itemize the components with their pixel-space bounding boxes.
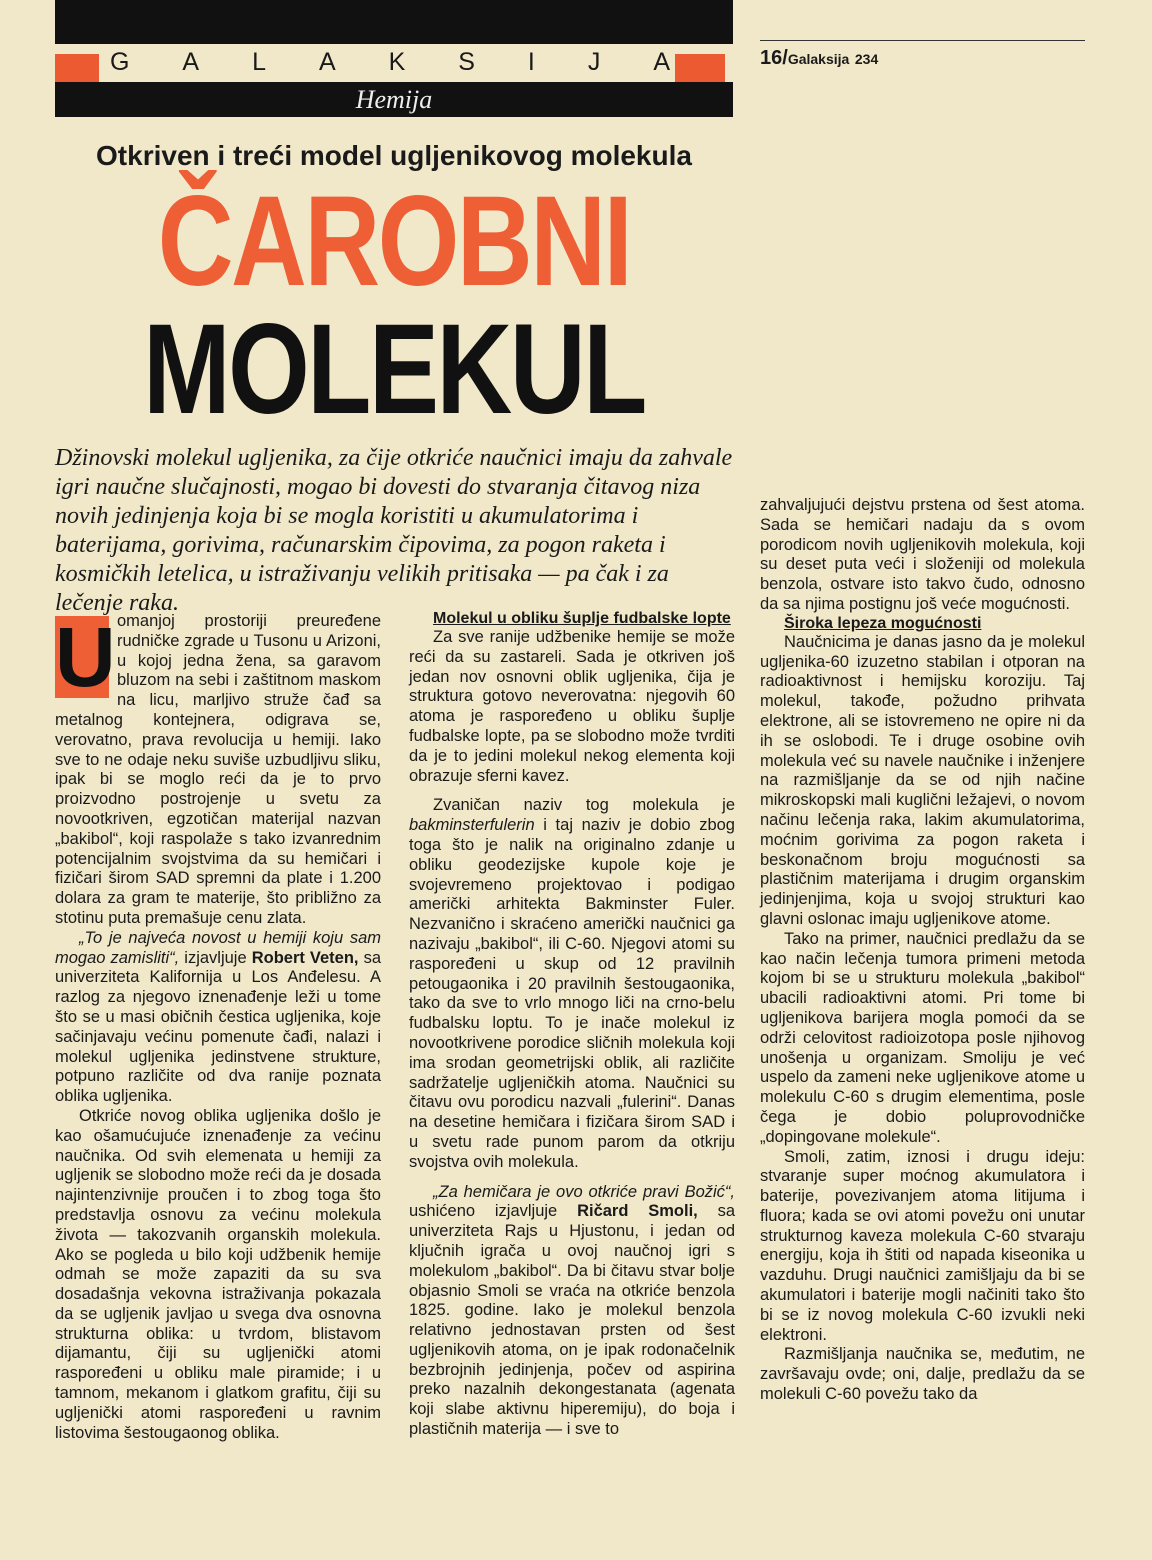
paragraph-text: izjavljuje xyxy=(179,948,252,967)
masthead-title xyxy=(110,48,670,77)
paragraph-text: ushićeno izjavljuje xyxy=(409,1202,578,1221)
paragraph-text: Zvaničan naziv tog molekula je xyxy=(433,796,735,815)
paragraph: Tako na primer, naučnici predlažu da se kao način lečenja tumora primeni metoda kojom bi se u strukturu molekula „bakibol“ ubacili radioaktivni atomi. Pri tome bi ugljenikova barijera mogla pomoći da se održi celovitost radioizotopa posle njihovog unošenja u organizam. Smoliju je već uspelo da zameni neke ugljenikove atome u molekulu C-60 s drugim elementima, posle čega je dobio poluprovodničke „dopingovane molekule“. xyxy=(760,929,1085,1146)
drop-cap: U xyxy=(55,610,116,704)
subheading: Široka lepeza mogućnosti xyxy=(784,614,982,632)
masthead-letter: A xyxy=(318,48,336,76)
paragraph xyxy=(409,1183,735,1440)
paragraph xyxy=(409,796,735,1172)
person-name: Robert Veten, xyxy=(251,948,359,967)
paragraph: Naučnicima je danas jasno da je molekul ugljenika-60 izuzetno stabilan i otporan na radioaktivnost i hemijsku koroziju. Taj molekul, takođe, požudno prihvata elektrone, ali se istovremeno ne opire ni da ih se oslobodi. Te i druge osobine ovih molekula već su navele naučnike i inženjere na razmišljanje da se od njih načine mikroskopski mali kuglični ležajevi, o novom načinu lečenja raka, lakim akumulatorima, moćnim gorivima za pogon raketa i beskonačnom broju mogućnosti sa plastičnim materijama i drugim organskim jedinjenjima, koja u svojoj strukturi kao glavni oslonac imaju ugljenikove atome. xyxy=(760,632,1085,928)
masthead-letter: A xyxy=(653,48,670,76)
masthead-red-block-right xyxy=(675,54,725,84)
column-1 xyxy=(55,612,381,1443)
masthead-letter: A xyxy=(182,48,200,76)
paragraph xyxy=(55,929,381,1107)
headline-line-2: MOLEKUL xyxy=(143,298,645,441)
column-2 xyxy=(409,610,735,1440)
paragraph-text: sa univerziteta Rajs u Hjustonu, i jedan od ključnih igrača u ovoj naučnoj igri s molekulom „bakibol“. Da bi čitavu stvar bolje objasnio Smoli se vraća na otkriće benzola 1825. godine. Iako je molekul benzola relativno jednostavan prsten od šest ugljenikovih atoma, on je ipak rodonačelnik bezbrojnih jedinjenja, počev od aspirina preko nazalnih dekongestanata (agenata koji slabe aktivnu hiperemiju), do boja i plastičnih materija — i sve to xyxy=(409,1202,735,1439)
headline-line-1: ČAROBNI xyxy=(157,170,631,313)
folio xyxy=(760,47,878,70)
masthead-black-bar xyxy=(55,0,733,44)
masthead-red-block-left xyxy=(55,54,99,84)
article-lead: Džinovski molekul ugljenika, za čije otkriće naučnici imaju da zahvale igri naučne slučajnosti, mogao bi dovesti do stvaranja čitavog niza novih jedinjenja koja bi se mogla koristiti u akumulatorima i baterijama, gorivima, računarskim čipovima, za pogon raketa i kosmičkih letelica, u istraživanju velikih pritisaka — pa čak i za lečenje raka. xyxy=(55,445,733,616)
term: bakminsterfulerin xyxy=(409,816,535,835)
paragraph xyxy=(55,612,381,929)
paragraph: Smoli, zatim, iznosi i drugu ideju: stvaranje super moćnog akumulatora i baterije, povezivanjem atoma litijuma i fluora; kada se ovi atomi povežu oni unutar strukturnog kaveza molekula C-60 stvaraju energiju, koja ih štiti od napada kiseonika u vazduhu. Drugi naučnici zamišljaju da bi se akumulatori i baterije mogli načiniti tako što bi se iz novog molekula C-60 izvukli neki elektroni. xyxy=(760,1147,1085,1344)
article-kicker: Otkriven i treći model ugljenikovog molekula xyxy=(96,140,692,171)
paragraph-text: i taj naziv je dobio zbog toga što je nalik na originalno zdanje u obliku geodezijske kupole koje je svojevremeno projektovao i podigao američki arhitekta Bakminster Fuler. Nezvanično i skraćeno američki naučnici ga nazivaju „bakibol“, ili C-60. Njegovi atomi su raspoređeni u skup od 12 pravilnih petougaonika i 20 pravilnih šestougaonika, tako da sve to vrlo mnogo liči na crno-belu fudbalsku loptu. To je inače molekul iz novootkrivene porodice sličnih molekula koji ima srodan geometrijski oblik, ali različite sadržatelje ugljeničkih atoma. Naučnici su čitavu ovu porodicu nazvali „fulerini“. Danas na desetine hemičara i fizičara širom SAD i u svetu rade punom parom da otkriju svojstva ovih molekula. xyxy=(409,816,735,1171)
paragraph: zahvaljujući dejstvu prstena od šest atoma. Sada se hemičari nadaju da s ovom porodicom novih ugljenikovih molekula, koji su deset puta veći i složeniji od molekula benzola, ostvare isto takvo čudo, odnosno da sa njima postignu još veće mogućnosti. xyxy=(760,496,1085,613)
folio-rule xyxy=(760,40,1085,41)
masthead-letter: J xyxy=(587,48,601,76)
masthead-letter: S xyxy=(458,48,475,76)
folio-number: 16/ xyxy=(760,47,788,69)
folio-issue: 234 xyxy=(854,51,879,67)
paragraph: Za sve ranije udžbenike hemije se može reći da su zastareli. Sada je otkriven još jedan nov osnovni oblik ugljenika, čija je struktura gotovo neverovatna: njegovih 60 atoma je raspoređeno u obliku šuplje fudbalske lopte, pa se slobodno može tvrditi da je to jedini molekul nekog elementa koji obrazuje sferni kavez. xyxy=(409,628,735,785)
paragraph: Otkriće novog oblika ugljenika došlo je kao ošamućujuće iznenađenje za većinu naučnika. Od svih elemenata u hemiji za ugljenik se slobodno može reći da je dosada najintenzivnije proučen i to zbog toga što predstavlja osnovu za većinu molekula života — takozvanih organskih molekula. Ako se pogleda u bilo koji udžbenik hemije odmah se može zapaziti da su sva dosadašnja vekovna istraživanja pokazala da se ugljenik javljao u svega dva osnovna strukturna oblika: u tvrdom, blistavom dijamantu, čiji su ugljenički atomi raspoređeni u obliku male piramide; i u tamnom, mekanom i glatkom grafitu, čiji su ugljenički atomi raspoređeni u ravnim listovima šestougaonog oblika. xyxy=(55,1106,381,1442)
paragraph-text: sa univerziteta Kalifornija u Los Anđelesu. A razlog za njegovo iznenađenje leži u tome što se u masi običnih čestica ugljenika, koje sačinjavaju većinu pomenute čađi, nalazi i molekul ugljenika jedinstvene strukture, potpuno različite od dva ranije poznata oblika ugljenika. xyxy=(55,948,382,1106)
masthead-letter: K xyxy=(388,48,406,76)
person-name: Ričard Smoli, xyxy=(577,1202,698,1221)
quote: „Za hemičara je ovo otkriće pravi Božić“, xyxy=(433,1182,735,1201)
section-label: Hemija xyxy=(55,82,733,117)
folio-magazine-name: Galaksija xyxy=(787,51,850,67)
masthead-letter: I xyxy=(527,48,535,76)
masthead-letter: L xyxy=(252,48,266,76)
paragraph: Razmišljanja naučnika se, međutim, ne završavaju ovde; oni, dalje, predlažu da se molekuli C-60 povežu tako da xyxy=(760,1345,1085,1404)
quote: „To je najveća novost u hemiji koju sam mogao zamisliti“, xyxy=(55,928,381,967)
masthead-letter: G xyxy=(110,48,130,76)
paragraph-text: omanjoj prostoriji preuređene rudničke zgrade u Tusonu u Arizoni, u kojoj jedna žena, sa garavom bluzom na sebi i zaštitnom maskom na licu, marljivo struže čađ sa metalnog kontejnera, odigrava se, verovatno, prava revolucija u hemiji. Iako sve to ne odaje neku suviše uzbudljivu sliku, ipak bi se moglo reći da je to prvo proizvodno postrojenje u svetu za novootkriven, egzotičan materijal nazvan „bakibol“, koji raspolaže s tako izvanrednim potencijalnim svojstvima da su hemičari i fizičari širom SAD spremni da plate i 1.200 dolara za gram te materije, što približno za stotinu puta premašuje cenu zlata. xyxy=(55,612,381,927)
subheading: Molekul u obliku šuplje fudbalske lopte xyxy=(433,610,731,627)
column-3 xyxy=(760,496,1085,1405)
